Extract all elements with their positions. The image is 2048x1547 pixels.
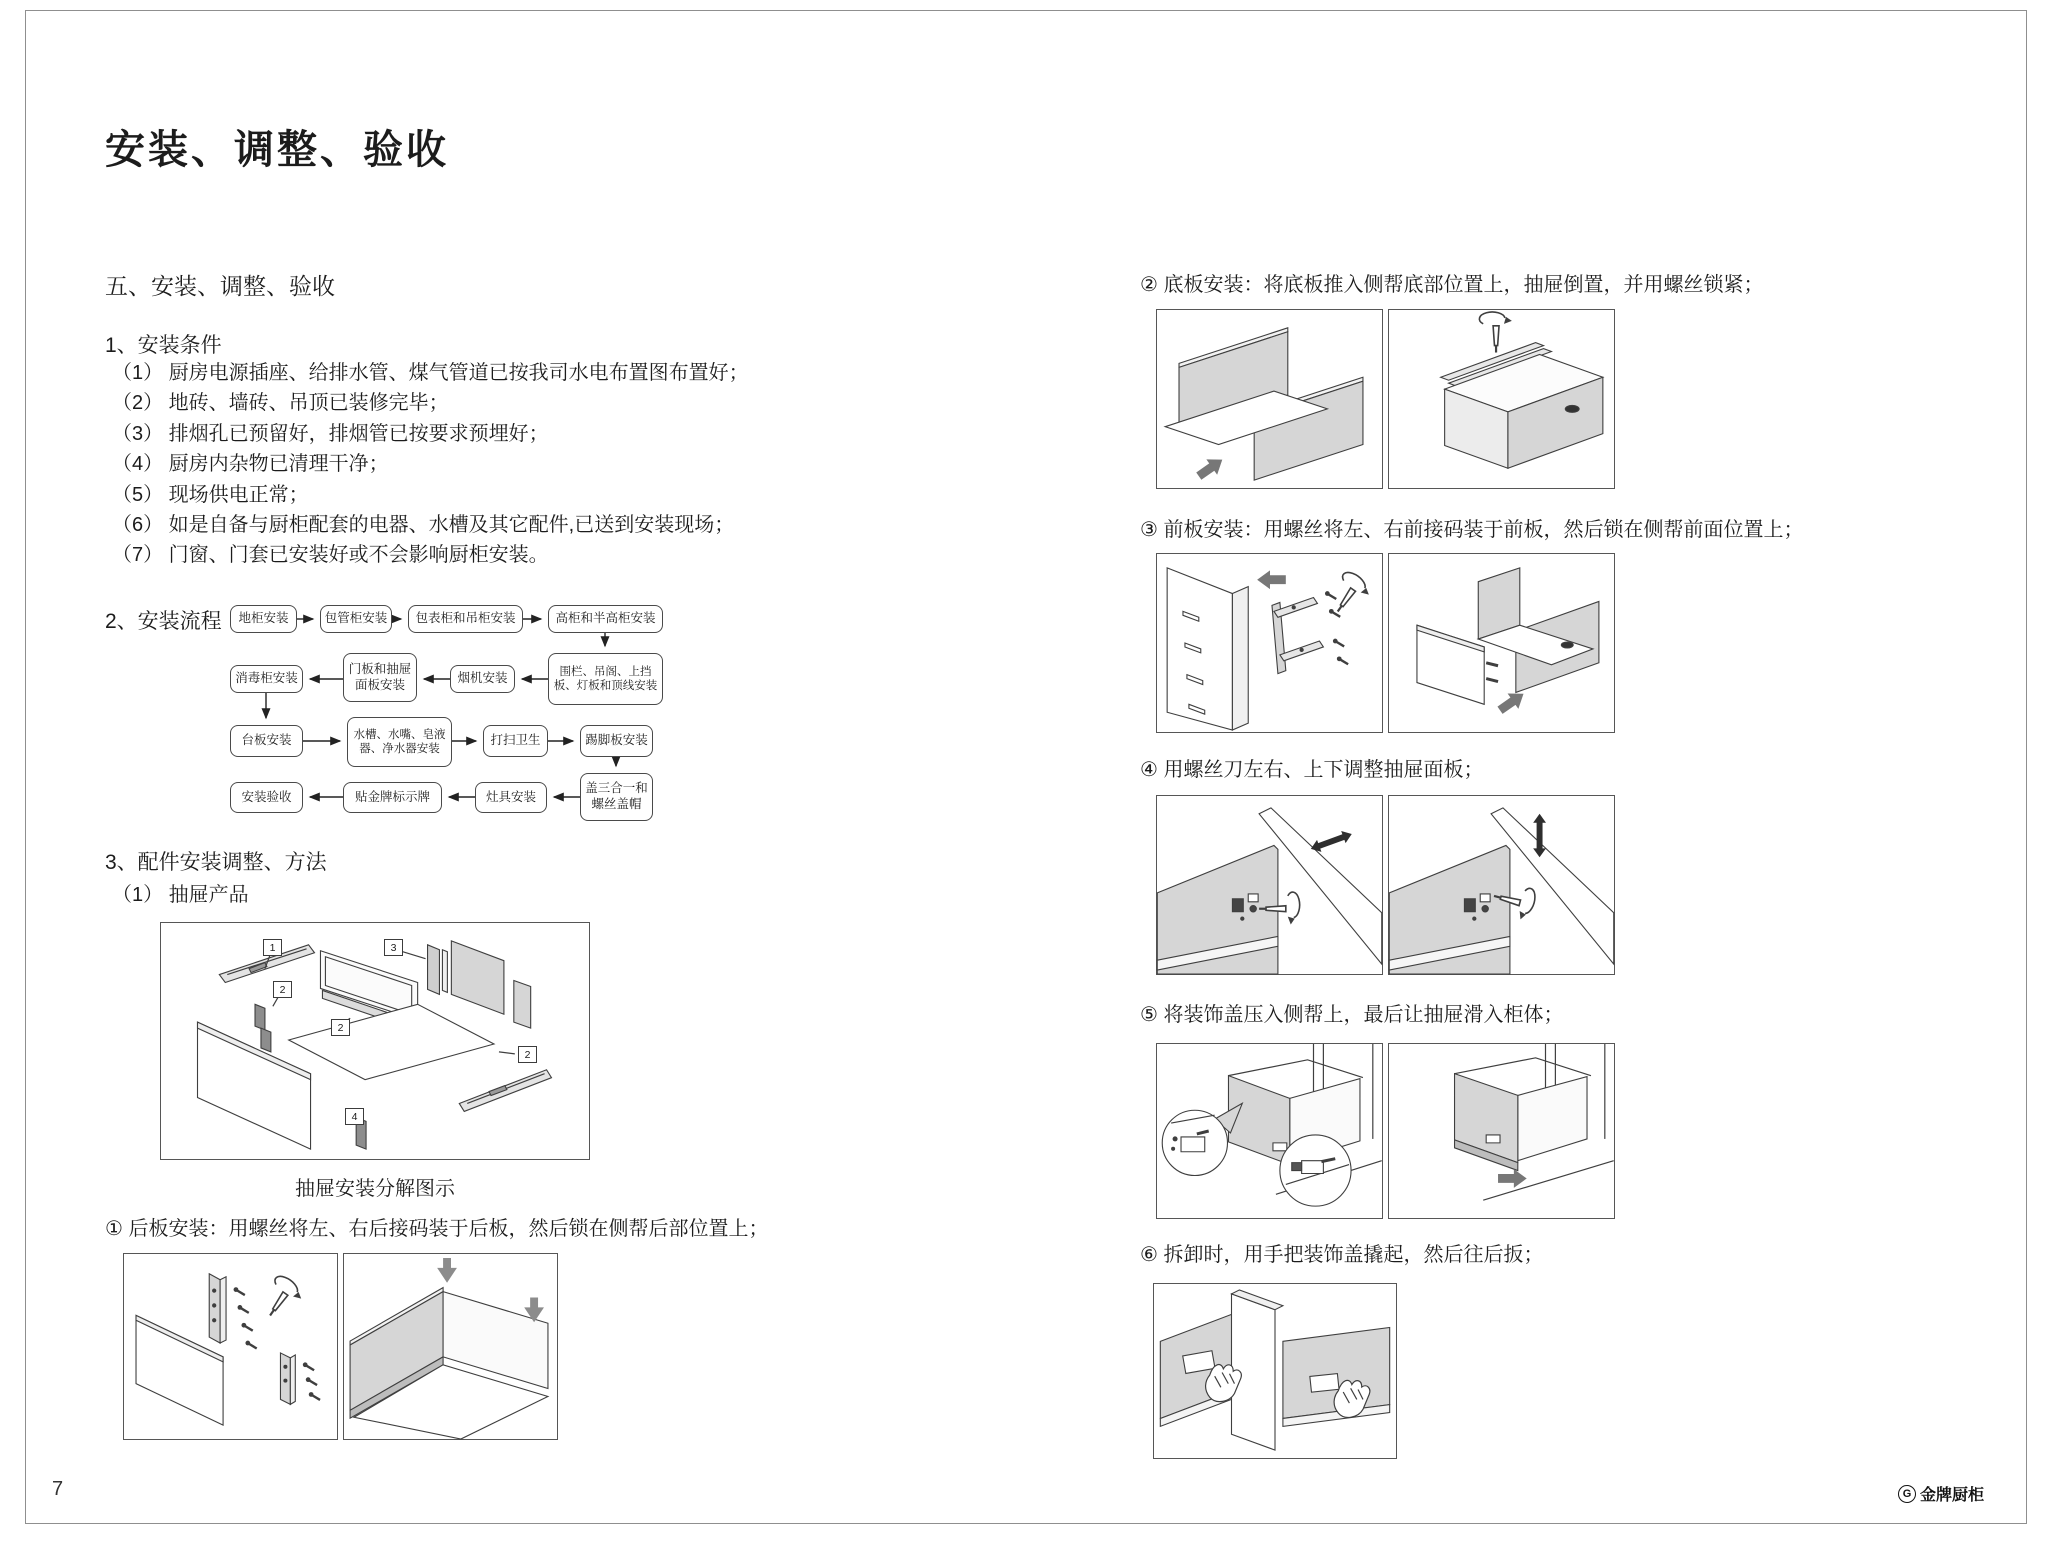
flow-box-cover-caps: 盖三合一和螺丝盖帽 — [580, 773, 653, 821]
flow-box-sink-faucet: 水槽、水嘴、皂液器、净水器安装 — [347, 717, 452, 767]
flow-box-pipe-cabinet: 包管柜安装 — [320, 605, 392, 633]
figure-step2b-art — [1389, 310, 1614, 488]
flow-box-hood: 烟机安装 — [450, 665, 515, 693]
flow-box-countertop: 台板安装 — [230, 725, 303, 757]
figure-step5-cover-press — [1156, 1043, 1383, 1219]
flow-box-meter-wall-cabinet: 包表柜和吊柜安装 — [408, 605, 523, 633]
flow-box-tall-cabinet: 高柜和半高柜安装 — [548, 605, 663, 633]
flow-box-rail-top-panel: 围栏、吊阁、上挡板、灯板和顶线安装 — [548, 653, 663, 705]
figure-step3-front-attach — [1388, 553, 1615, 733]
flow-heading: 2、安装流程 — [105, 610, 222, 633]
flow-box-brand-plate: 贴金牌标示牌 — [343, 782, 442, 813]
page-number: 7 — [52, 1478, 64, 1500]
brand-logo-text: 金牌厨柜 — [1920, 1487, 1985, 1504]
flow-box-cleaning: 打扫卫生 — [483, 725, 548, 757]
figure-step1b-art — [344, 1254, 557, 1439]
diagram-label-3: 3 — [384, 939, 403, 956]
condition-item: （6） 如是自备与厨柜配套的电器、水槽及其它配件,已送到安装现场； — [112, 514, 735, 537]
flow-box-acceptance: 安装验收 — [230, 782, 303, 813]
diagram-label-1: 1 — [263, 939, 282, 956]
condition-item: （4） 厨房内杂物已清理干净； — [112, 453, 389, 476]
condition-item: （1） 厨房电源插座、给排水管、煤气管道已按我司水电布置图布置好； — [112, 362, 749, 384]
accessories-heading: 3、配件安装调整、方法 — [105, 851, 327, 874]
page-title: 安装、调整、验收 — [105, 128, 449, 172]
figure-step2-bottom-slide — [1156, 309, 1383, 489]
figure-step5b-art — [1389, 1044, 1614, 1218]
condition-item: （3） 排烟孔已预留好，排烟管已按要求预埋好； — [112, 422, 549, 445]
figure-step6-remove-cover — [1153, 1283, 1397, 1459]
step-6-text: ⑥ 拆卸时，用手把装饰盖撬起，然后往后扳； — [1140, 1244, 1544, 1266]
brand-logo — [1898, 1482, 1984, 1505]
figure-step2a-art — [1157, 310, 1382, 488]
figure-step3a-art — [1157, 554, 1382, 732]
drawer-exploded-diagram — [160, 922, 590, 1160]
flow-box-stove: 灶具安装 — [475, 782, 547, 813]
flow-box-door-drawer-panel: 门板和抽屉面板安装 — [343, 653, 417, 702]
figure-step1a-art — [124, 1254, 337, 1439]
condition-item: （2） 地砖、墙砖、吊顶已装修完毕； — [112, 392, 449, 415]
condition-item: （7） 门窗、门套已安装好或不会影响厨柜安装。 — [112, 544, 549, 567]
conditions-list — [112, 358, 749, 571]
diagram-label-2a: 2 — [273, 981, 292, 998]
figure-step6-art — [1154, 1284, 1396, 1458]
diagram-label-2c: 2 — [518, 1046, 537, 1063]
flow-box-kickboard: 踢脚板安装 — [580, 725, 653, 757]
figure-step1-back-panel-brackets — [123, 1253, 338, 1440]
brand-logo-mark: G — [1898, 1485, 1916, 1503]
step-5-text: ⑤ 将装饰盖压入侧帮上，最后让抽屉滑入柜体； — [1140, 1004, 1564, 1026]
section-heading: 五、安装、调整、验收 — [105, 273, 335, 299]
condition-item: （5） 现场供电正常； — [112, 483, 309, 506]
diagram-label-2b: 2 — [331, 1019, 350, 1036]
step-2-text: ② 底板安装：将底板推入侧帮底部位置上，抽屉倒置，并用螺丝锁紧； — [1140, 274, 1764, 296]
figure-step4b-art — [1389, 796, 1614, 974]
step-3-text: ③ 前板安装：用螺丝将左、右前接码装于前板，然后锁在侧帮前面位置上； — [1140, 519, 1804, 541]
flow-box-sterilizer: 消毒柜安装 — [230, 665, 303, 693]
figure-step4-adjust-vertical — [1388, 795, 1615, 975]
figure-step5-slide-in — [1388, 1043, 1615, 1219]
figure-step4-adjust-horizontal — [1156, 795, 1383, 975]
figure-step5a-art — [1157, 1044, 1382, 1218]
figure-step3-front-brackets — [1156, 553, 1383, 733]
diagram-label-4: 4 — [345, 1108, 364, 1125]
step-4-text: ④ 用螺丝刀左右、上下调整抽屉面板； — [1140, 759, 1484, 781]
figure-step3b-art — [1389, 554, 1614, 732]
drawer-exploded-art — [161, 923, 589, 1159]
diagram-caption: 抽屉安装分解图示 — [295, 1178, 455, 1200]
figure-step1-press-down — [343, 1253, 558, 1440]
conditions-heading: 1、安装条件 — [105, 334, 222, 357]
figure-step4a-art — [1157, 796, 1382, 974]
flow-box-base-cabinet: 地柜安装 — [230, 605, 297, 633]
figure-step2-screw-tighten — [1388, 309, 1615, 489]
drawer-product-heading: （1） 抽屉产品 — [112, 884, 249, 906]
step-1-text: ① 后板安装：用螺丝将左、右后接码装于后板，然后锁在侧帮后部位置上； — [105, 1218, 769, 1240]
